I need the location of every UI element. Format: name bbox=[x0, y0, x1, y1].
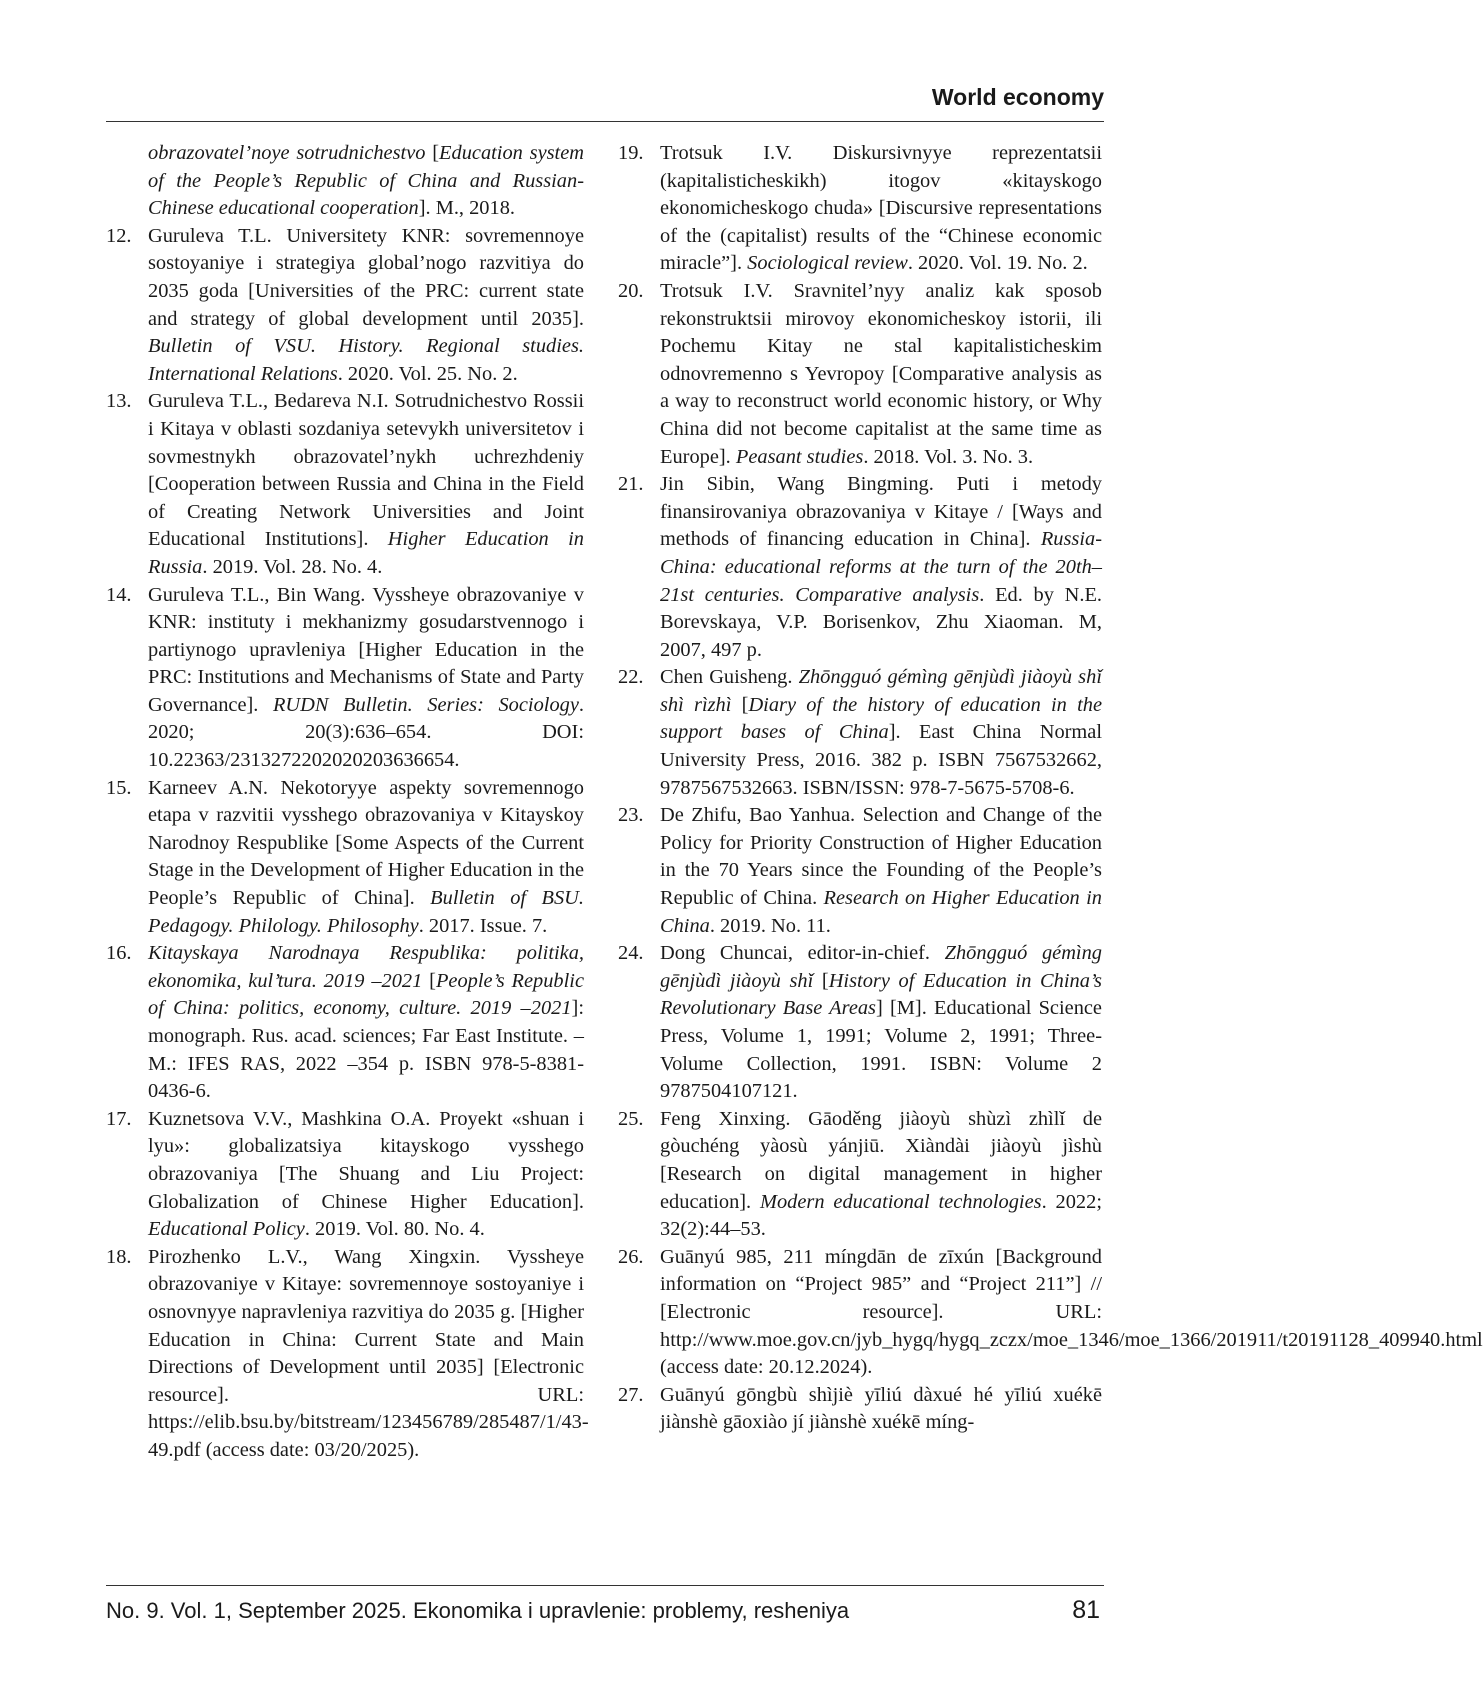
reference-text-segment: De Zhifu, Bao Yanhua. Selection and Change of the Policy for Priority Construction of Higher Education in the 70 Years since the Founding of the People’s Republic of China. bbox=[660, 804, 1102, 910]
reference-item bbox=[618, 1244, 1483, 1382]
reference-text bbox=[660, 1244, 1483, 1382]
reference-italic-segment: Educational Policy bbox=[148, 1218, 305, 1241]
reference-text bbox=[148, 582, 584, 775]
reference-text bbox=[660, 140, 1102, 278]
running-header-section: World economy bbox=[931, 84, 1104, 110]
reference-list-right bbox=[618, 140, 1483, 1437]
reference-text-segment: . 2022; 32(2):44–53. bbox=[660, 1190, 1102, 1241]
reference-text-segment: Guruleva T.L., Bedareva N.I. Sotrudnichestvo Rossii i Kitaya v oblasti sozdaniya setevykh universitetov i sovmestnykh obrazovatel’nykh uchrezhdeniy [Cooperation between Russia and China in the Field of Creating Network Universities and Joint Educational Institutions]. bbox=[148, 390, 584, 551]
reference-text-segment: [ bbox=[731, 693, 749, 716]
reference-italic-segment: obrazovatel’noye sotrudnichestvo bbox=[148, 142, 426, 164]
reference-text bbox=[660, 1382, 1102, 1437]
reference-item bbox=[106, 1244, 589, 1465]
reference-text bbox=[660, 1106, 1102, 1244]
footer-journal-info: No. 9. Vol. 1, September 2025. Ekonomika i upravlenie: problemy, resheniya bbox=[106, 1598, 850, 1623]
reference-italic-segment: Research on Higher Education in China bbox=[660, 887, 1102, 937]
reference-text bbox=[660, 278, 1102, 471]
reference-italic-segment: Bulletin of VSU. History. Regional studies. International Relations bbox=[148, 335, 584, 385]
reference-italic-segment: Peasant studies bbox=[735, 445, 864, 468]
reference-item bbox=[618, 940, 1102, 1106]
reference-item bbox=[618, 140, 1102, 278]
reference-text-segment: [ bbox=[422, 969, 436, 992]
reference-number: 22. bbox=[618, 666, 644, 689]
reference-italic-segment: People’s Republic of China: politics, economy, culture. 2019 –2021 bbox=[148, 969, 584, 1020]
reference-item bbox=[106, 940, 584, 1106]
reference-italic-segment: Diary of the history of education in the support bases of China bbox=[660, 693, 1102, 744]
references-right-column bbox=[618, 140, 1483, 1437]
reference-text bbox=[660, 802, 1102, 940]
reference-italic-segment: Zhōngguó gémìng gēnjùdì jiàoyù shǐ bbox=[660, 942, 1102, 992]
footer-rule bbox=[106, 1585, 1104, 1586]
reference-number: 20. bbox=[618, 279, 644, 302]
reference-italic-segment: Bulletin of BSU. Pedagogy. Philology. Philosophy bbox=[148, 887, 584, 937]
reference-item bbox=[618, 471, 1102, 664]
reference-text-segment: ]. East China Normal University Press, 2016. 382 p. ISBN 7567532662, 9787567532663. ISBN/ISSN: 978-7-5675-5708-6. bbox=[660, 721, 1103, 799]
reference-number: 17. bbox=[106, 1107, 132, 1130]
reference-italic-segment: History of Education in China’s Revolutionary Base Areas bbox=[660, 969, 1102, 1020]
reference-text-segment: Trotsuk I.V. Diskursivnyye reprezentatsii (kapitalisticheskikh) itogov «kitayskogo ekonomicheskogo chuda» [Discursive representations of the (capitalist) results of the “Chinese economic miracle”]. bbox=[660, 142, 1102, 275]
reference-number: 15. bbox=[106, 776, 132, 799]
reference-text-segment: . 2020; 20(3):636–654. DOI: 10.22363/2313272202020203636654. bbox=[148, 693, 585, 772]
reference-italic-segment: Education system of the People’s Republic of China and Russian-Chinese educational cooperation bbox=[148, 142, 584, 220]
reference-list-left bbox=[106, 223, 589, 1465]
reference-text bbox=[660, 471, 1102, 664]
reference-text bbox=[148, 388, 584, 581]
reference-text bbox=[148, 1244, 589, 1465]
reference-italic-segment: Kitayskaya Narodnaya Respublika: politika, ekonomika, kul’tura. 2019 –2021 bbox=[148, 942, 584, 992]
reference-number: 12. bbox=[106, 224, 132, 247]
reference-text-segment: Feng Xinxing. Gāoděng jiàoyù shùzì zhìlǐ de gòuchéng yàosù yánjiū. Xiàndài jiàoyù jìshù [Research on digital management in higher education]. bbox=[660, 1107, 1102, 1213]
reference-item bbox=[618, 1382, 1102, 1437]
reference-item bbox=[618, 278, 1102, 471]
header-rule bbox=[106, 121, 1104, 122]
reference-text-segment: Dong Chuncai, editor-in-chief. bbox=[660, 942, 945, 965]
reference-text-segment: Pirozhenko L.V., Wang Xingxin. Vyssheye obrazovaniye v Kitaye: sovremennoye sostoyaniye i osnovnyye napravleniya razvitiya do 2035 g. [Higher Education in China: Current State and Main Directions of Development until 2035] [Electronic resource]. URL: https://elib.bsu.by/bitstream/123456789/285487/1/43-49.pdf (access date: 03/20/2025). bbox=[148, 1245, 589, 1461]
reference-text-segment: . 2019. Vol. 28. No. 4. bbox=[202, 555, 383, 578]
reference-number: 21. bbox=[618, 473, 644, 496]
reference-text-segment: Trotsuk I.V. Sravnitel’nyy analiz kak sposob rekonstruktsii mirovoy ekonomicheskoy istorii, ili Pochemu Kitay ne stal kapitalisticheskim odnovremenno s Yevropoy [Comparative analysis as a way to reconstruct world economic history, or Why China did not become capitalist at the same time as Europe]. bbox=[660, 279, 1102, 468]
reference-text-segment: [ bbox=[813, 969, 829, 992]
reference-number: 13. bbox=[106, 390, 132, 413]
reference-text-segment: ]. M., 2018. bbox=[418, 197, 515, 220]
reference-number: 18. bbox=[106, 1245, 132, 1268]
reference-text bbox=[148, 223, 584, 389]
reference-text-segment: . 2017. Issue. 7. bbox=[418, 914, 548, 937]
reference-number: 23. bbox=[618, 804, 644, 827]
reference-number: 19. bbox=[618, 142, 644, 164]
reference-italic-segment: Sociological review bbox=[747, 252, 908, 275]
reference-continuation bbox=[106, 140, 584, 223]
reference-text-segment: Guruleva T.L., Bin Wang. Vyssheye obrazovaniye v KNR: instituty i mekhanizmy gosudarstvennogo i partiynogo upravleniya [Higher Education in the PRC: Institutions and Mechanisms of State and Party Governance]. bbox=[148, 583, 584, 716]
reference-item bbox=[106, 582, 584, 775]
reference-number: 16. bbox=[106, 942, 132, 965]
reference-number: 24. bbox=[618, 942, 644, 965]
reference-text-segment: ] [M]. Educational Science Press, Volume 1, 1991; Volume 2, 1991; Three-Volume Collection, 1991. ISBN: Volume 2 9787504107121. bbox=[660, 997, 1102, 1103]
reference-item bbox=[106, 775, 584, 941]
reference-text-segment: . 2018. Vol. 3. No. 3. bbox=[863, 445, 1034, 468]
reference-text-segment: Guānyú gōngbù shìjiè yīliú dàxué hé yīliú xuékē jiànshè gāoxiào jí jiànshè xuékē míng- bbox=[660, 1383, 1102, 1434]
reference-text-segment: Chen Guisheng. bbox=[660, 666, 799, 689]
reference-item bbox=[618, 664, 1102, 802]
page-number: 81 bbox=[1072, 1596, 1100, 1624]
reference-italic-segment: Modern educational technologies bbox=[760, 1190, 1042, 1213]
reference-number: 26. bbox=[618, 1245, 644, 1268]
reference-italic-segment: RUDN Bulletin. Series: Sociology bbox=[272, 693, 579, 716]
reference-italic-segment: Higher Education in Russia bbox=[148, 528, 584, 578]
reference-number: 27. bbox=[618, 1383, 644, 1406]
reference-item bbox=[106, 223, 584, 389]
reference-text-segment: . 2019. No. 11. bbox=[709, 914, 831, 937]
reference-text-segment: Guānyú 985, 211 míngdān de zīxún [Background information on “Project 985” and “Project 211”] // [Electronic resource]. URL: http://www.moe.gov.cn/jyb_hygq/hygq_zczx/moe_1346/moe_1366/201911/t20191128_409940.html (access date: 20.12.2024). bbox=[660, 1245, 1483, 1379]
reference-text-segment: Jin Sibin, Wang Bingming. Puti i metody finansirovaniya obrazovaniya v Kitaye / [Ways and methods of financing education in China]. bbox=[660, 473, 1102, 551]
reference-item bbox=[106, 388, 584, 581]
reference-number: 25. bbox=[618, 1107, 644, 1130]
reference-text-segment: . 2020. Vol. 19. No. 2. bbox=[907, 252, 1088, 275]
reference-text-segment: . 2019. Vol. 80. No. 4. bbox=[304, 1218, 485, 1241]
reference-text bbox=[660, 940, 1102, 1106]
reference-text-segment: [ bbox=[425, 142, 440, 164]
reference-item bbox=[106, 1106, 584, 1244]
reference-item bbox=[618, 1106, 1102, 1244]
references-left-column bbox=[106, 140, 589, 1465]
reference-text-segment: . 2020. Vol. 25. No. 2. bbox=[337, 362, 518, 385]
reference-text bbox=[148, 1106, 584, 1244]
reference-text-segment: Guruleva T.L. Universitety KNR: sovremennoye sostoyaniye i strategiya global’nogo razvitiya do 2035 goda [Universities of the PRC: current state and strategy of global development until 2035]. bbox=[148, 224, 584, 330]
reference-italic-segment: Russia-China: educational reforms at the turn of the 20th–21st centuries. Comparative analysis bbox=[660, 528, 1102, 606]
reference-text bbox=[660, 664, 1102, 802]
reference-text-segment: Karneev A.N. Nekotoryye aspekty sovremennogo etapa v razvitii vysshego obrazovaniya v Kitayskoy Narodnoy Respublike [Some Aspects of the Current Stage in the Development of Higher Education in the People’s Republic of China]. bbox=[148, 776, 584, 910]
reference-text bbox=[148, 940, 584, 1106]
reference-text-segment: ]: monograph. Rus. acad. sciences; Far East Institute. –M.: IFES RAS, 2022 –354 p. ISBN 978-5-8381-0436-6. bbox=[148, 997, 584, 1103]
reference-item bbox=[618, 802, 1102, 940]
reference-number: 14. bbox=[106, 583, 132, 606]
reference-text bbox=[148, 775, 584, 941]
reference-text-segment: . Ed. by N.E. Borevskaya, V.P. Borisenkov, Zhu Xiaoman. M, 2007, 497 p. bbox=[660, 583, 1102, 661]
reference-text-segment: Kuznetsova V.V., Mashkina O.A. Proyekt «shuan i lyu»: globalizatsiya kitayskogo vysshego obrazovaniya [The Shuang and Liu Project: Globalization of Chinese Higher Education]. bbox=[148, 1107, 584, 1213]
reference-italic-segment: Zhōngguó gémìng gēnjùdì jiàoyù shǐ shì rìzhì bbox=[660, 666, 1102, 716]
